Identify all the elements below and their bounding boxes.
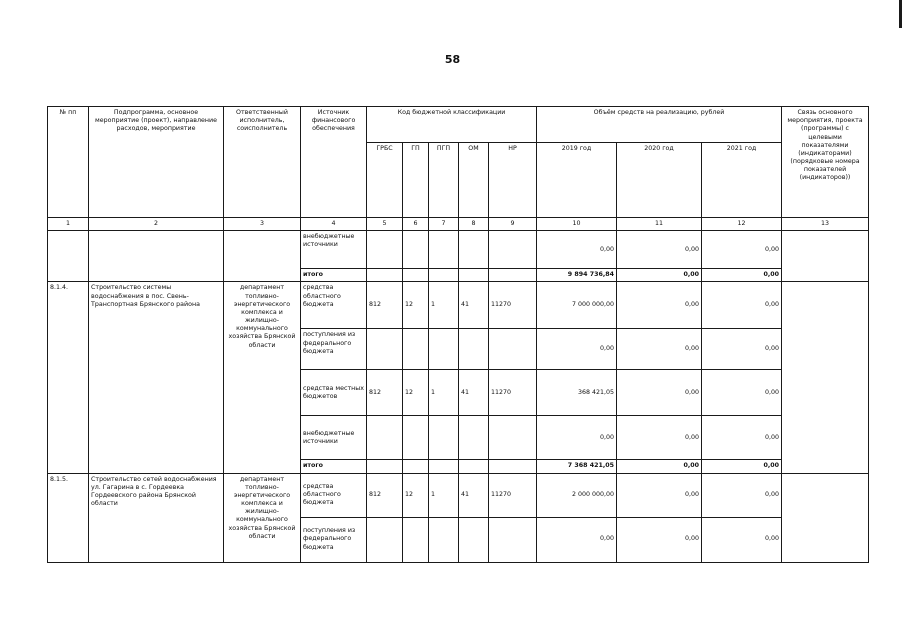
value-2021: 0,00	[702, 517, 782, 562]
om-cell: 41	[459, 370, 489, 416]
source-cell: средства областного бюджета	[301, 282, 367, 329]
header-link: Связь основного мероприятия, проекта (программы) с целевыми показателями (индикаторами) (порядковые номера показателей (индикаторов))	[782, 107, 869, 218]
source-cell: средства местных бюджетов	[301, 370, 367, 416]
nr-cell	[489, 269, 537, 282]
grbs-cell	[367, 416, 403, 460]
header-om: ОМ	[459, 143, 489, 218]
column-numbers-row	[48, 218, 869, 231]
value-2020: 0,00	[617, 282, 702, 329]
value-2020: 0,00	[617, 231, 702, 269]
value-2020: 0,00	[617, 329, 702, 370]
responsible-cell: департамент топливно-энергетического комплекса и жилищно-коммунального хозяйства Брянской области	[224, 473, 301, 562]
colnum: 9	[489, 218, 537, 231]
name-cell: Строительство системы водоснабжения в пос. Свень-Транспортная Брянского района	[89, 282, 224, 473]
header-volume: Объём средств на реализацию, рублей	[537, 107, 782, 143]
nr-cell	[489, 231, 537, 269]
colnum: 3	[224, 218, 301, 231]
value-2020: 0,00	[617, 473, 702, 517]
grbs-cell	[367, 269, 403, 282]
source-cell: поступления из федерального бюджета	[301, 329, 367, 370]
header-2019: 2019 год	[537, 143, 617, 218]
gp-cell	[403, 269, 429, 282]
pgp-cell: 1	[429, 473, 459, 517]
value-2020: 0,00	[617, 370, 702, 416]
grbs-cell: 812	[367, 370, 403, 416]
header-budget-code: Код бюджетной классификации	[367, 107, 537, 143]
source-cell: внебюджетные источники	[301, 231, 367, 269]
value-2019: 0,00	[537, 329, 617, 370]
header-responsible: Ответственный исполнитель, соисполнитель	[224, 107, 301, 218]
om-cell	[459, 460, 489, 473]
value-2021: 0,00	[702, 473, 782, 517]
gp-cell: 12	[403, 282, 429, 329]
table-row	[48, 473, 869, 517]
value-2021: 0,00	[702, 329, 782, 370]
value-2019: 0,00	[537, 517, 617, 562]
gp-cell	[403, 416, 429, 460]
header-num: № пп	[48, 107, 89, 218]
header-subprogram: Подпрограмма, основное мероприятие (проект), направление расходов, мероприятие	[89, 107, 224, 218]
nr-cell	[489, 329, 537, 370]
nr-cell: 11270	[489, 370, 537, 416]
value-2019: 368 421,05	[537, 370, 617, 416]
name-cell	[89, 231, 224, 282]
table-row	[48, 231, 869, 269]
header-gp: ГП	[403, 143, 429, 218]
om-cell	[459, 269, 489, 282]
colnum: 4	[301, 218, 367, 231]
edge-mark	[899, 0, 902, 28]
value-2020: 0,00	[617, 416, 702, 460]
header-2020: 2020 год	[617, 143, 702, 218]
colnum: 1	[48, 218, 89, 231]
responsible-cell: департамент топливно-энергетического комплекса и жилищно-коммунального хозяйства Брянской области	[224, 282, 301, 473]
om-cell: 41	[459, 473, 489, 517]
nr-cell	[489, 517, 537, 562]
nr-cell	[489, 460, 537, 473]
total-label: итого	[301, 460, 367, 473]
link-cell	[782, 231, 869, 282]
value-2019: 7 000 000,00	[537, 282, 617, 329]
header-nr: НР	[489, 143, 537, 218]
pgp-cell	[429, 460, 459, 473]
link-cell	[782, 282, 869, 473]
total-2020: 0,00	[617, 460, 702, 473]
value-2021: 0,00	[702, 370, 782, 416]
gp-cell: 12	[403, 370, 429, 416]
pgp-cell	[429, 329, 459, 370]
value-2021: 0,00	[702, 282, 782, 329]
pgp-cell: 1	[429, 370, 459, 416]
grbs-cell: 812	[367, 282, 403, 329]
colnum: 8	[459, 218, 489, 231]
om-cell: 41	[459, 282, 489, 329]
header-source: Источник финансового обеспечения	[301, 107, 367, 218]
colnum: 2	[89, 218, 224, 231]
num-cell: 8.1.4.	[48, 282, 89, 473]
gp-cell	[403, 231, 429, 269]
om-cell	[459, 231, 489, 269]
grbs-cell: 812	[367, 473, 403, 517]
colnum: 11	[617, 218, 702, 231]
page-number: 58	[444, 53, 461, 66]
colnum: 12	[702, 218, 782, 231]
total-2019: 9 894 736,84	[537, 269, 617, 282]
colnum: 13	[782, 218, 869, 231]
gp-cell	[403, 460, 429, 473]
gp-cell: 12	[403, 473, 429, 517]
num-cell	[48, 231, 89, 282]
value-2019: 0,00	[537, 231, 617, 269]
grbs-cell	[367, 231, 403, 269]
total-label: итого	[301, 269, 367, 282]
source-cell: поступления из федерального бюджета	[301, 517, 367, 562]
num-cell: 8.1.5.	[48, 473, 89, 562]
responsible-cell	[224, 231, 301, 282]
value-2021: 0,00	[702, 416, 782, 460]
header-grbs: ГРБС	[367, 143, 403, 218]
header-row-1	[48, 107, 869, 143]
pgp-cell	[429, 231, 459, 269]
grbs-cell	[367, 460, 403, 473]
total-2021: 0,00	[702, 269, 782, 282]
value-2021: 0,00	[702, 231, 782, 269]
colnum: 10	[537, 218, 617, 231]
pgp-cell	[429, 416, 459, 460]
value-2019: 0,00	[537, 416, 617, 460]
om-cell	[459, 416, 489, 460]
value-2020: 0,00	[617, 517, 702, 562]
grbs-cell	[367, 329, 403, 370]
header-2021: 2021 год	[702, 143, 782, 218]
source-cell: внебюджетные источники	[301, 416, 367, 460]
colnum: 6	[403, 218, 429, 231]
header-pgp: ПГП	[429, 143, 459, 218]
om-cell	[459, 517, 489, 562]
colnum: 5	[367, 218, 403, 231]
nr-cell: 11270	[489, 473, 537, 517]
pgp-cell	[429, 517, 459, 562]
gp-cell	[403, 329, 429, 370]
pgp-cell: 1	[429, 282, 459, 329]
total-2020: 0,00	[617, 269, 702, 282]
total-2019: 7 368 421,05	[537, 460, 617, 473]
colnum: 7	[429, 218, 459, 231]
nr-cell	[489, 416, 537, 460]
gp-cell	[403, 517, 429, 562]
total-2021: 0,00	[702, 460, 782, 473]
link-cell	[782, 473, 869, 562]
om-cell	[459, 329, 489, 370]
source-cell: средства областного бюджета	[301, 473, 367, 517]
grbs-cell	[367, 517, 403, 562]
nr-cell: 11270	[489, 282, 537, 329]
budget-table	[47, 106, 869, 563]
value-2019: 2 000 000,00	[537, 473, 617, 517]
pgp-cell	[429, 269, 459, 282]
table-row	[48, 282, 869, 329]
name-cell: Строительство сетей водоснабжения ул. Гагарина в с. Гордеевка Гордеевского района Брянской области	[89, 473, 224, 562]
